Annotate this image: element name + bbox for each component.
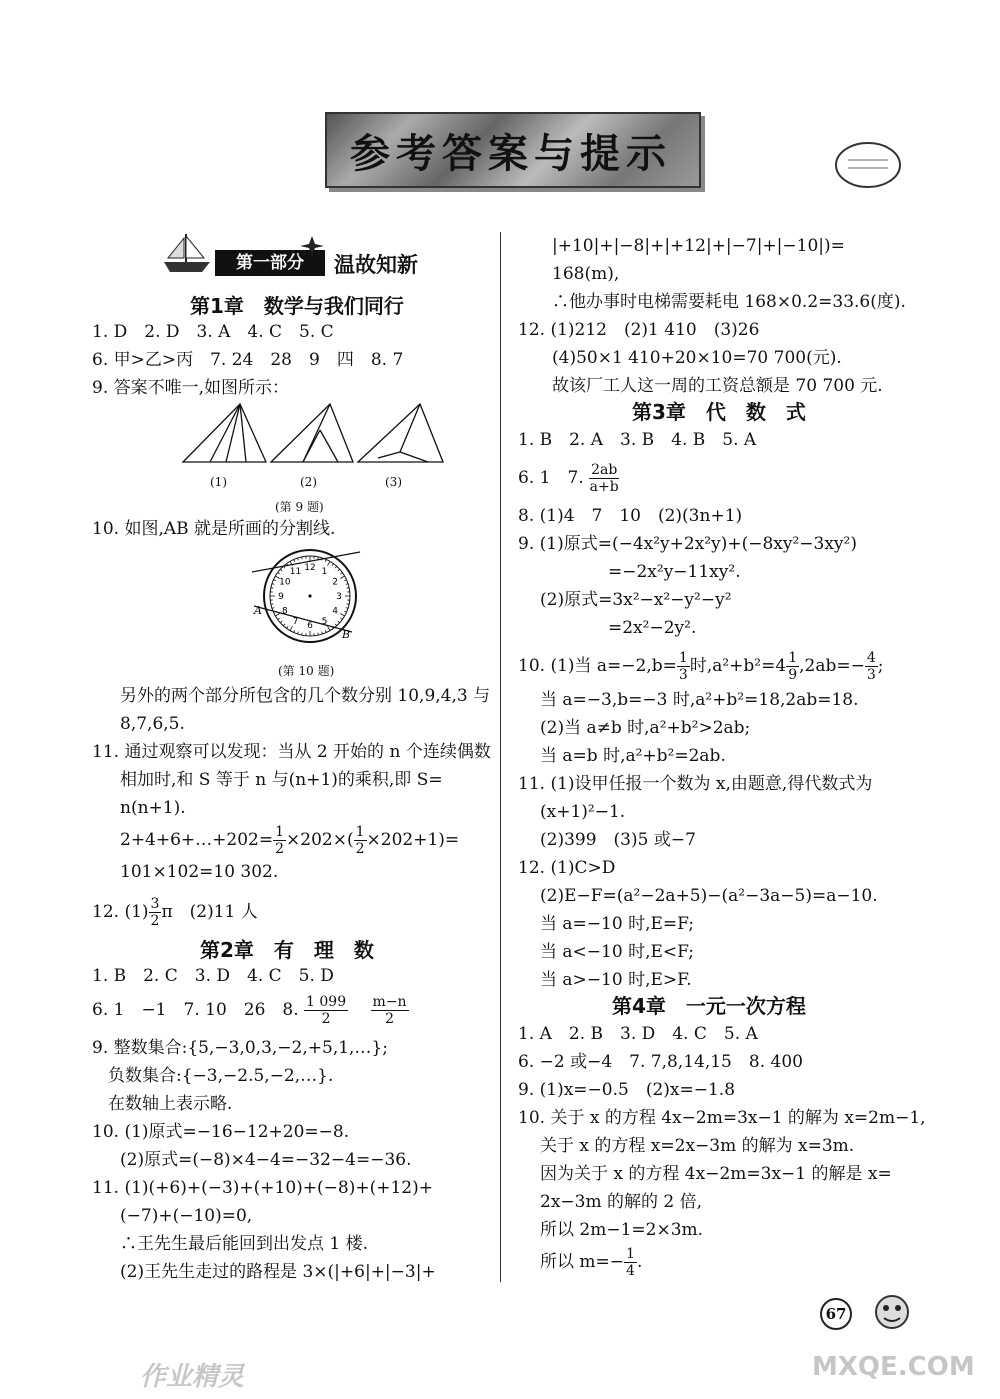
mascot-icon (832, 138, 904, 190)
ch2-line: ∴王先生最后能回到出发点 1 楼. (120, 1234, 369, 1254)
ch3-line (518, 650, 884, 683)
formula-text: ,2ab=− (799, 656, 865, 676)
ch1-line: n(n+1). (120, 798, 186, 818)
r-line: (4)50×1 410+20×10=70 700(元). (552, 348, 842, 368)
fig-label: (1) (210, 475, 227, 489)
chapter2-title: 第2章 有 理 数 (200, 938, 374, 962)
ch4-line: 2x−3m 的解的 2 倍, (540, 1192, 703, 1212)
formula-text: ; (877, 656, 884, 676)
r-line: ∴他办事时电梯需要耗电 168×0.2=33.6(度). (552, 292, 906, 312)
clock-number: 9 (278, 592, 284, 602)
ch2-line: 9. 整数集合:{5,−3,0,3,−2,+5,1,…}; (92, 1038, 388, 1058)
part-label: 第一部分 (215, 250, 325, 276)
ch4-line: 10. 关于 x 的方程 4x−2m=3x−1 的解为 x=2m−1, (518, 1108, 926, 1128)
ch2-line: 在数轴上表示略. (108, 1094, 233, 1114)
fraction (865, 650, 878, 683)
ch3-line: =2x²−2y². (608, 618, 697, 638)
svg-text:A: A (254, 604, 262, 617)
ch1-line: 另外的两个部分所包含的几个数分别 10,9,4,3 与 (120, 686, 491, 706)
denominator: 2 (275, 841, 285, 857)
r-line: 168(m), (552, 264, 620, 284)
clock-tick (318, 557, 319, 559)
clock-tick (318, 633, 319, 635)
svg-text:B: B (342, 628, 351, 641)
ch3-line: (2)E−F=(a²−2a+5)−(a²−3a−5)=a−10. (540, 886, 878, 906)
numerator: 3 (150, 896, 160, 912)
ch3-line: 当 a=−10 时,E=F; (540, 914, 695, 934)
chapter4-title: 第4章 一元一次方程 (612, 994, 806, 1018)
ch1-line: 11. 通过观察可以发现：当从 2 开始的 n 个连续偶数 (92, 742, 491, 762)
ch2-line (92, 994, 409, 1027)
r-line: |+10|+|−8|+|+12|+|−7|+|−10|)= (552, 236, 845, 256)
clock-number: 6 (307, 621, 313, 631)
ch1-line: 相加时,和 S 等于 n 与(n+1)的乘积,即 S= (120, 770, 443, 790)
r-line: 故该厂工人这一周的工资总额是 70 700 元. (552, 376, 883, 396)
ch3-line: =−2x²y−11xy². (608, 562, 741, 582)
clock-number: 12 (304, 563, 316, 573)
clock-tick (302, 633, 303, 635)
fraction (371, 994, 409, 1027)
fraction (304, 994, 348, 1027)
fig-caption: (第 9 题) (275, 500, 324, 514)
ch3-line: 当 a<−10 时,E<F; (540, 942, 695, 962)
fraction (589, 462, 619, 495)
numerator: m−n (372, 994, 407, 1010)
ch4-line: 9. (1)x=−0.5 (2)x=−1.8 (518, 1080, 736, 1100)
ch1-line: 8,7,6,5. (120, 714, 185, 734)
denominator: 2 (321, 1011, 331, 1027)
numerator: 1 (788, 650, 798, 666)
formula-text: 所以 m=− (540, 1252, 625, 1272)
ch1-formula (120, 824, 459, 857)
clock-tick (271, 604, 273, 605)
ch2-line: (2)王先生走过的路程是 3×(|+6|+|−3|+ (120, 1262, 436, 1282)
clock-number: 11 (289, 566, 302, 577)
formula-text: π (2)11 人 (161, 902, 258, 922)
chapter3-title: 第3章 代 数 式 (632, 400, 806, 424)
denominator: 2 (385, 1011, 394, 1027)
ch1-line: 101×102=10 302. (120, 862, 279, 882)
ch2-line: 负数集合:{−3,−2.5,−2,…}. (108, 1066, 334, 1086)
ch2-line: (2)原式=(−8)×4−4=−32−4=−36. (120, 1150, 412, 1170)
numerator: 1 (355, 824, 365, 840)
clock-number: 10 (279, 577, 291, 588)
formula-text: 2+4+6+…+202= (120, 830, 274, 850)
clock-number: 8 (282, 606, 288, 617)
ch3-line: (2)当 a≠b 时,a²+b²>2ab; (540, 718, 751, 738)
ch2-line: 1. B 2. C 3. D 4. C 5. D (92, 966, 334, 986)
numerator: 1 (626, 1246, 635, 1262)
numerator: 4 (866, 650, 876, 666)
clock-number: 2 (332, 577, 338, 588)
numerator: 1 (275, 824, 285, 840)
fraction (624, 1246, 637, 1279)
ch3-line (518, 462, 619, 495)
ch3-line: 8. (1)4 7 10 (2)(3n+1) (518, 506, 743, 526)
watermark-left: 作业精灵 (140, 1362, 245, 1392)
page-number: 67 (820, 1298, 852, 1330)
clock-caption: (第 10 题) (278, 664, 335, 678)
ch4-line: 关于 x 的方程 x=2x−3m 的解为 x=3m. (540, 1136, 855, 1156)
ch4-line: 6. −2 或−4 7. 7,8,14,15 8. 400 (518, 1052, 803, 1072)
ch3-line: 当 a=−3,b=−3 时,a²+b²=18,2ab=18. (540, 690, 859, 710)
page-title: 参考答案与提示 (350, 131, 672, 177)
formula-text: 10. (1)当 a=−2,b= (518, 656, 677, 676)
clock-tick (302, 557, 303, 559)
denominator: 4 (626, 1263, 635, 1279)
chapter1-title: 第1章 数学与我们同行 (190, 294, 404, 318)
ch2-line: 10. (1)原式=−16−12+20=−8. (92, 1122, 350, 1142)
column-divider (500, 232, 501, 1282)
formula-text: . (636, 1252, 643, 1272)
ch1-line: 1. D 2. D 3. A 4. C 5. C (92, 322, 334, 342)
numerator: 1 (678, 650, 688, 666)
denominator: 3 (678, 667, 688, 683)
ch1-line: 10. 如图,AB 就是所画的分割线. (92, 519, 336, 539)
denominator: 9 (788, 667, 798, 683)
clock-number: 3 (336, 592, 342, 602)
clock-tick (347, 588, 349, 589)
watermark-site: MXQE.COM (812, 1352, 975, 1382)
fig-label: (2) (300, 475, 317, 489)
denominator: 2 (150, 913, 160, 929)
denominator: 2 (355, 841, 365, 857)
formula-text: 时,a²+b²=4 (689, 656, 787, 676)
clock-tick (347, 604, 349, 605)
ch4-line: 所以 2m−1=2×3m. (540, 1220, 704, 1240)
clock-number: 1 (321, 566, 328, 577)
denominator: a+b (589, 479, 619, 495)
denominator: 3 (866, 667, 876, 683)
fraction (273, 824, 286, 857)
formula-text: ×202+1)= (366, 830, 460, 850)
formula-text: 6. 1 7. (518, 468, 584, 488)
ch4-line: 1. A 2. B 3. D 4. C 5. A (518, 1024, 758, 1044)
triangle-figure (178, 400, 448, 470)
ch1-line: 9. 答案不唯一,如图所示： (92, 378, 290, 398)
numerator: 2ab (591, 462, 618, 478)
fraction (677, 650, 690, 683)
ch3-line: 当 a>−10 时,E>F. (540, 970, 692, 990)
ch1-line: 6. 甲>乙>丙 7. 24 28 9 四 8. 7 (92, 350, 404, 370)
ch2-line: 11. (1)(+6)+(−3)+(+10)+(−8)+(+12)+ (92, 1178, 433, 1198)
fig-label: (3) (385, 475, 402, 489)
r-line: 12. (1)212 (2)1 410 (3)26 (518, 320, 760, 340)
numerator: 1 099 (306, 994, 347, 1010)
ch2-line: (−7)+(−10)=0, (120, 1206, 253, 1226)
formula-text: ×202×( (286, 830, 354, 850)
clock-number: 7 (292, 617, 299, 628)
ch1-line (92, 896, 258, 929)
clock-tick (271, 588, 273, 589)
formula-text: 6. 1 −1 7. 10 26 8. (92, 1000, 299, 1020)
ch3-line: 11. (1)设甲任报一个数为 x,由题意,得代数式为 (518, 774, 873, 794)
fraction (354, 824, 367, 857)
ch3-line: 1. B 2. A 3. B 4. B 5. A (518, 430, 757, 450)
ch3-line: (2)原式=3x²−x²−y²−y² (540, 590, 732, 610)
ch3-line: (x+1)²−1. (540, 802, 626, 822)
ch4-line (540, 1246, 642, 1279)
part-name: 温故知新 (334, 253, 418, 277)
fraction (149, 896, 162, 929)
ch3-line: 12. (1)C>D (518, 858, 616, 878)
clock-number: 5 (321, 617, 328, 628)
clock-figure (248, 544, 368, 648)
ch3-line: 9. (1)原式=(−4x²y+2x²y)+(−8xy²−3xy²) (518, 534, 857, 554)
ch4-line: 因为关于 x 的方程 4x−2m=3x−1 的解是 x= (540, 1164, 892, 1184)
fraction (786, 650, 799, 683)
clock-number: 4 (332, 606, 338, 617)
ch3-line: 当 a=b 时,a²+b²=2ab. (540, 746, 726, 766)
formula-text: 12. (1) (92, 902, 149, 922)
mascot-bee-icon (862, 1288, 922, 1336)
ch3-line: (2)399 (3)5 或−7 (540, 830, 696, 850)
